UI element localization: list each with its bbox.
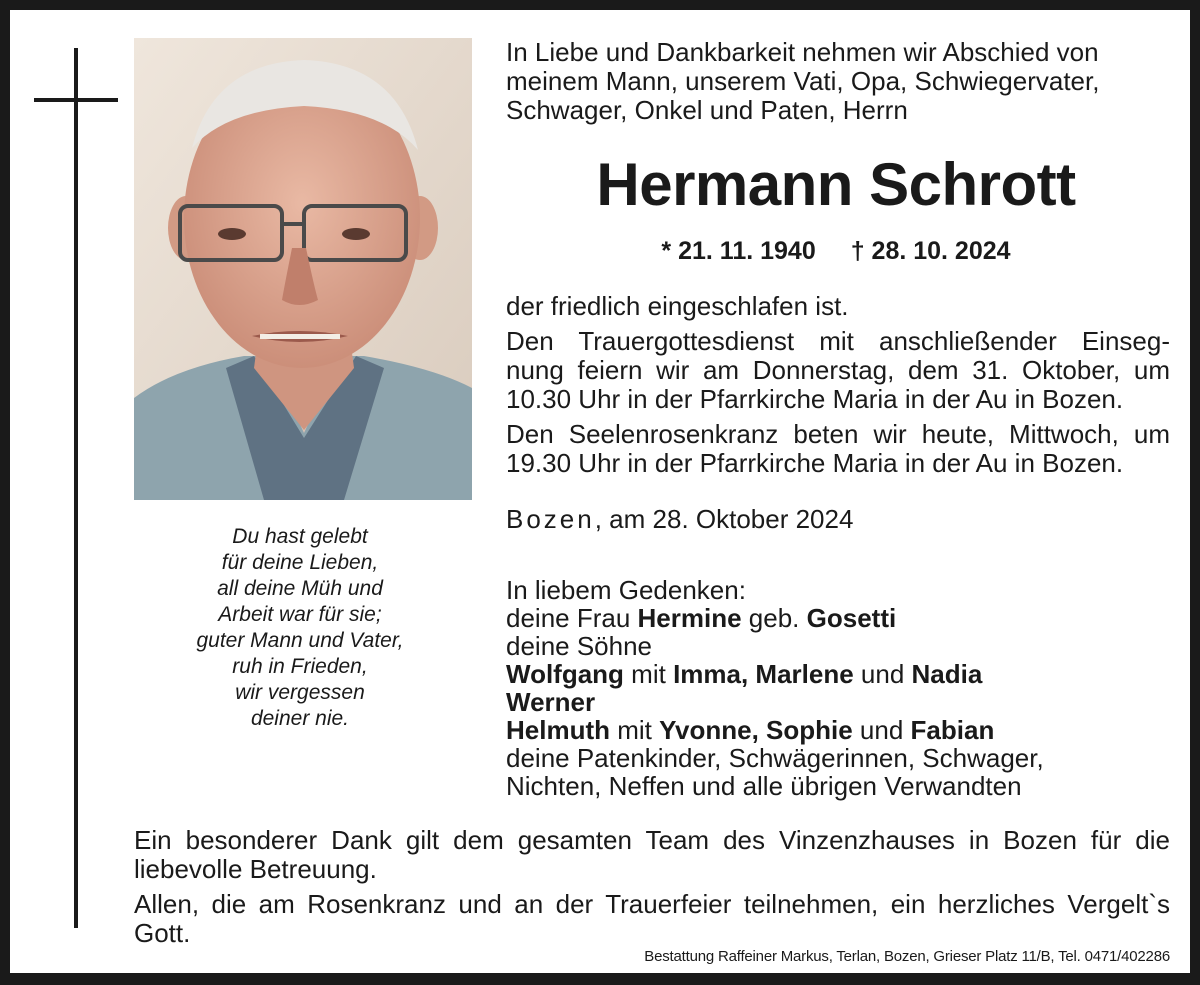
cross-vertical-bar — [74, 48, 78, 928]
intro-line: In Liebe und Dankbarkeit nehmen wir Abschied von — [506, 37, 1099, 67]
mourners-list — [506, 576, 1044, 800]
mourners-header: In liebem Gedenken: — [506, 575, 746, 605]
funeral-home-footer: Bestattung Raffeiner Markus, Terlan, Bozen, Grieser Platz 11/B, Tel. 0471/402286 — [644, 948, 1170, 965]
intro-text — [506, 38, 1166, 125]
thanks-text — [134, 826, 1170, 948]
poem-line: guter Mann und Vater, — [196, 629, 404, 652]
rosary-line: Den Seelenrosenkranz beten wir heute, Mittwoch, um — [506, 419, 1170, 449]
thanks-line: Gott. — [134, 918, 191, 948]
poem-line: Arbeit war für sie; — [218, 603, 382, 626]
birth-date: * 21. 11. 1940 — [661, 237, 816, 265]
relatives-line: Nichten, Neffen und alle übrigen Verwandten — [506, 771, 1022, 801]
cross-horizontal-bar — [34, 98, 118, 102]
life-dates — [506, 236, 1166, 266]
deceased-name: Hermann Schrott — [596, 151, 1076, 218]
death-date: † 28. 10. 2024 — [850, 237, 1011, 265]
poem — [150, 524, 450, 732]
son-line: Helmuth mit Yvonne, Sophie und Fabian — [506, 715, 995, 745]
portrait-photo — [134, 38, 472, 500]
obituary-notice — [10, 10, 1190, 973]
intro-line: Schwager, Onkel und Paten, Herrn — [506, 95, 908, 125]
relatives-line: deine Patenkinder, Schwägerinnen, Schwager, — [506, 743, 1044, 773]
poem-line: deiner nie. — [250, 707, 350, 730]
son-line: Wolfgang mit Imma, Marlene und Nadia — [506, 659, 983, 689]
service-line: nung feiern wir am Donnerstag, dem 31. Oktober, um — [506, 355, 1170, 385]
thanks-line: liebevolle Betreuung. — [134, 854, 377, 884]
poem-line: wir vergessen — [235, 681, 365, 704]
thanks-line: Allen, die am Rosenkranz und an der Trauerfeier teilnehmen, ein herzliches Vergelt`s — [134, 889, 1170, 919]
place-city: Bozen — [506, 504, 595, 534]
thanks-line: Ein besonderer Dank gilt dem gesamten Team des Vinzenzhauses in Bozen für die — [134, 825, 1170, 855]
poem-line: ruh in Frieden, — [232, 655, 368, 678]
poem-line: für deine Lieben, — [221, 551, 379, 574]
portrait-illustration — [134, 38, 472, 500]
service-line: 10.30 Uhr in der Pfarrkirche Maria in der Au in Bozen. — [506, 384, 1124, 414]
place-and-date — [506, 504, 853, 534]
service-line: Den Trauergottesdienst mit anschließender Einseg- — [506, 326, 1170, 356]
wife-maiden-name: Gosetti — [806, 603, 897, 633]
rosary-line: 19.30 Uhr in der Pfarrkirche Maria in der Au in Bozen. — [506, 448, 1124, 478]
poem-line: Du hast gelebt — [232, 525, 368, 548]
wife-name: Hermine — [637, 603, 742, 633]
body-line: der friedlich eingeschlafen ist. — [506, 291, 849, 321]
place-date: , am 28. Oktober 2024 — [594, 504, 854, 534]
poem-line: all deine Müh und — [217, 577, 383, 600]
service-details — [506, 292, 1170, 478]
intro-line: meinem Mann, unserem Vati, Opa, Schwiegervater, — [506, 66, 1100, 96]
wife-line: deine Frau Hermine geb. Gosetti — [506, 603, 897, 633]
sons-header: deine Söhne — [506, 631, 653, 661]
son-line: Werner — [506, 687, 596, 717]
